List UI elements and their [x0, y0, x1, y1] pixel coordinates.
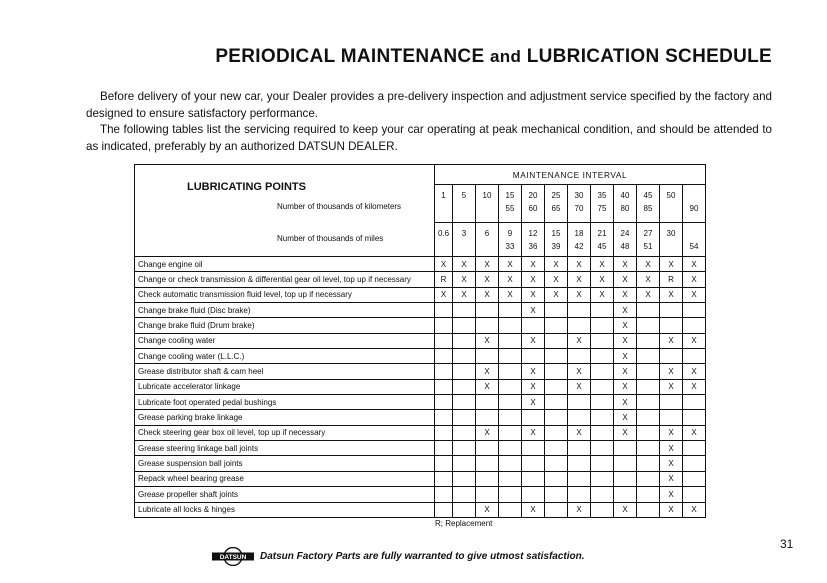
service-mark [499, 441, 522, 456]
km-interval-9: 40 80 [614, 185, 637, 223]
service-mark [476, 303, 499, 318]
service-mark [522, 410, 545, 425]
service-mark [591, 502, 614, 517]
service-mark [614, 471, 637, 486]
service-mark [591, 349, 614, 364]
service-mark [591, 441, 614, 456]
service-mark [637, 456, 660, 471]
service-mark [591, 318, 614, 333]
service-mark [545, 425, 568, 440]
service-mark [476, 410, 499, 425]
service-mark [568, 395, 591, 410]
service-mark [435, 441, 453, 456]
service-mark: X [522, 379, 545, 394]
service-mark: X [683, 379, 706, 394]
service-mark [453, 395, 476, 410]
table-row [135, 318, 706, 333]
service-mark [435, 318, 453, 333]
service-mark: X [660, 257, 683, 272]
legend: R; Replacement [435, 519, 493, 528]
service-mark [637, 395, 660, 410]
service-mark [453, 349, 476, 364]
table-row [135, 410, 706, 425]
service-mark [453, 441, 476, 456]
service-mark [476, 349, 499, 364]
miles-interval-8: 21 45 [591, 223, 614, 257]
table-row [135, 502, 706, 517]
service-mark [660, 303, 683, 318]
service-mark [683, 410, 706, 425]
service-mark [435, 456, 453, 471]
service-mark [637, 303, 660, 318]
service-mark [499, 303, 522, 318]
service-mark [453, 425, 476, 440]
service-mark: X [568, 502, 591, 517]
service-mark: R [435, 272, 453, 287]
service-mark: X [453, 257, 476, 272]
service-mark: X [591, 272, 614, 287]
service-mark: X [568, 333, 591, 348]
service-mark [614, 441, 637, 456]
service-mark: X [435, 257, 453, 272]
km-interval-10: 45 85 [637, 185, 660, 223]
service-mark [545, 303, 568, 318]
miles-interval-1: 0.6 [435, 223, 453, 257]
service-mark [637, 318, 660, 333]
service-mark: X [683, 502, 706, 517]
km-interval-5: 20 60 [522, 185, 545, 223]
service-mark [683, 487, 706, 502]
service-mark: X [683, 287, 706, 302]
service-mark [660, 395, 683, 410]
service-mark: X [614, 318, 637, 333]
service-mark [614, 456, 637, 471]
service-mark: X [660, 456, 683, 471]
service-mark [499, 487, 522, 502]
service-mark [476, 471, 499, 486]
service-mark [545, 456, 568, 471]
service-mark: X [660, 287, 683, 302]
table-row [135, 471, 706, 486]
service-mark: X [545, 272, 568, 287]
service-mark [637, 441, 660, 456]
miles-interval-2: 3 [453, 223, 476, 257]
intro-paragraph-1: Before delivery of your new car, your Dealer provides a pre-delivery inspection and adjustment service specified by the factory and designed to ensure satisfactory performance. [86, 90, 772, 120]
service-mark [660, 318, 683, 333]
service-mark [499, 379, 522, 394]
service-mark: X [591, 287, 614, 302]
service-mark [637, 410, 660, 425]
table-row [135, 349, 706, 364]
title-part-2: and [490, 47, 522, 66]
service-mark [435, 379, 453, 394]
service-mark [499, 502, 522, 517]
service-mark [591, 379, 614, 394]
service-mark [453, 303, 476, 318]
service-mark: X [683, 364, 706, 379]
miles-interval-3: 6 [476, 223, 499, 257]
service-mark: X [522, 287, 545, 302]
lubricating-point-label: Grease propeller shaft joints [135, 487, 435, 502]
miles-label: Number of thousands of miles [277, 234, 384, 243]
table-row [135, 456, 706, 471]
service-mark: X [522, 425, 545, 440]
service-mark [637, 333, 660, 348]
km-interval-1: 1 [435, 185, 453, 223]
lubricating-points-header [135, 165, 435, 257]
service-mark [453, 318, 476, 333]
service-mark: X [568, 257, 591, 272]
service-mark: X [568, 425, 591, 440]
service-mark [435, 425, 453, 440]
service-mark: X [660, 333, 683, 348]
service-mark: X [660, 502, 683, 517]
service-mark [568, 349, 591, 364]
service-mark [568, 456, 591, 471]
km-interval-2: 5 [453, 185, 476, 223]
service-mark [435, 395, 453, 410]
service-mark: X [476, 287, 499, 302]
service-mark: X [476, 502, 499, 517]
service-mark [435, 303, 453, 318]
datsun-logo [211, 547, 255, 566]
service-mark [435, 502, 453, 517]
table-row [135, 303, 706, 318]
service-mark [453, 410, 476, 425]
service-mark: X [499, 272, 522, 287]
miles-interval-12: 54 [683, 223, 706, 257]
service-mark: X [614, 303, 637, 318]
service-mark: X [522, 395, 545, 410]
service-mark [522, 318, 545, 333]
page-title [0, 46, 772, 68]
service-mark: X [637, 287, 660, 302]
lubricating-points-title: LUBRICATING POINTS [187, 181, 306, 193]
service-mark: X [660, 487, 683, 502]
page-number: 31 [780, 537, 794, 551]
service-mark [545, 364, 568, 379]
km-interval-4: 15 55 [499, 185, 522, 223]
service-mark [453, 379, 476, 394]
service-mark: X [591, 257, 614, 272]
service-mark [591, 471, 614, 486]
service-mark [545, 395, 568, 410]
svg-text:DATSUN: DATSUN [219, 554, 247, 562]
service-mark [453, 333, 476, 348]
km-interval-6: 25 65 [545, 185, 568, 223]
service-mark [476, 456, 499, 471]
service-mark: X [545, 257, 568, 272]
service-mark: X [453, 287, 476, 302]
service-mark: X [614, 425, 637, 440]
service-mark [637, 502, 660, 517]
service-mark [637, 425, 660, 440]
service-mark: X [683, 425, 706, 440]
service-mark [453, 364, 476, 379]
lubricating-point-label: Grease distributor shaft & cam heel [135, 364, 435, 379]
table-row [135, 287, 706, 302]
service-mark [476, 318, 499, 333]
service-mark [545, 471, 568, 486]
lubricating-point-label: Change brake fluid (Drum brake) [135, 318, 435, 333]
service-mark: X [499, 287, 522, 302]
service-mark: X [683, 257, 706, 272]
miles-interval-9: 24 48 [614, 223, 637, 257]
km-interval-7: 30 70 [568, 185, 591, 223]
service-mark: X [614, 272, 637, 287]
service-mark [568, 303, 591, 318]
service-mark: X [522, 502, 545, 517]
service-mark: X [522, 257, 545, 272]
service-mark [499, 349, 522, 364]
service-mark [522, 471, 545, 486]
service-mark [591, 410, 614, 425]
service-mark [545, 410, 568, 425]
service-mark [476, 487, 499, 502]
lubricating-point-label: Grease parking brake linkage [135, 410, 435, 425]
service-mark: X [660, 379, 683, 394]
service-mark: X [637, 257, 660, 272]
service-mark [568, 487, 591, 502]
service-mark: X [614, 379, 637, 394]
service-mark [499, 456, 522, 471]
service-mark [591, 364, 614, 379]
service-mark [683, 471, 706, 486]
service-mark [499, 471, 522, 486]
table-row [135, 487, 706, 502]
service-mark: X [568, 272, 591, 287]
service-mark [476, 441, 499, 456]
service-mark [591, 487, 614, 502]
title-part-3: LUBRICATION SCHEDULE [526, 46, 772, 67]
service-mark [545, 333, 568, 348]
service-mark [545, 487, 568, 502]
service-mark [499, 333, 522, 348]
service-mark [591, 303, 614, 318]
table-row [135, 379, 706, 394]
service-mark [453, 502, 476, 517]
service-mark [568, 441, 591, 456]
service-mark [435, 349, 453, 364]
service-mark [683, 441, 706, 456]
service-mark [435, 471, 453, 486]
maintenance-interval-caption: MAINTENANCE INTERVAL [435, 165, 706, 185]
miles-interval-5: 12 36 [522, 223, 545, 257]
service-mark: X [614, 349, 637, 364]
service-mark [545, 441, 568, 456]
lubricating-point-label: Grease suspension ball joints [135, 456, 435, 471]
service-mark: X [476, 333, 499, 348]
service-mark: X [683, 272, 706, 287]
lubricating-point-label: Change engine oil [135, 257, 435, 272]
service-mark [522, 441, 545, 456]
km-label: Number of thousands of kilometers [277, 202, 402, 211]
km-interval-8: 35 75 [591, 185, 614, 223]
miles-interval-11: 30 [660, 223, 683, 257]
service-mark: X [683, 333, 706, 348]
service-mark [637, 364, 660, 379]
service-mark: X [614, 502, 637, 517]
intro-paragraph-2: The following tables list the servicing required to keep your car operating at peak mechanical condition, and should be attended to as indicated, preferably by an authorized DATSUN DEALER. [86, 123, 772, 153]
service-mark: X [614, 257, 637, 272]
miles-interval-6: 15 39 [545, 223, 568, 257]
service-mark [545, 379, 568, 394]
table-row [135, 333, 706, 348]
service-mark [435, 487, 453, 502]
km-interval-12: 90 [683, 185, 706, 223]
service-mark [453, 471, 476, 486]
service-mark [435, 364, 453, 379]
service-mark: X [614, 364, 637, 379]
miles-interval-7: 18 42 [568, 223, 591, 257]
service-mark: X [660, 471, 683, 486]
miles-interval-10: 27 51 [637, 223, 660, 257]
service-mark [522, 349, 545, 364]
service-mark: X [568, 287, 591, 302]
service-mark [660, 349, 683, 364]
lubricating-point-label: Lubricate all locks & hinges [135, 502, 435, 517]
service-mark [476, 395, 499, 410]
service-mark: X [637, 272, 660, 287]
service-mark: X [568, 379, 591, 394]
service-mark: R [660, 272, 683, 287]
lubricating-point-label: Change brake fluid (Disc brake) [135, 303, 435, 318]
maintenance-schedule-table [134, 164, 706, 518]
table-row [135, 257, 706, 272]
service-mark [637, 349, 660, 364]
table-row [135, 441, 706, 456]
table-row [135, 425, 706, 440]
service-mark: X [614, 395, 637, 410]
service-mark [683, 318, 706, 333]
service-mark [591, 456, 614, 471]
service-mark [683, 349, 706, 364]
service-mark: X [614, 333, 637, 348]
km-interval-11: 50 [660, 185, 683, 223]
service-mark: X [660, 425, 683, 440]
service-mark [453, 487, 476, 502]
service-mark [568, 471, 591, 486]
service-mark [499, 318, 522, 333]
service-mark [637, 487, 660, 502]
service-mark: X [476, 425, 499, 440]
service-mark [591, 395, 614, 410]
service-mark [499, 395, 522, 410]
lubricating-point-label: Check automatic transmission fluid level, top up if necessary [135, 287, 435, 302]
service-mark [522, 487, 545, 502]
service-mark [499, 425, 522, 440]
service-mark: X [614, 287, 637, 302]
table-row [135, 272, 706, 287]
lubricating-point-label: Grease steering linkage ball joints [135, 441, 435, 456]
service-mark: X [660, 441, 683, 456]
table-row [135, 395, 706, 410]
service-mark: X [545, 287, 568, 302]
service-mark: X [453, 272, 476, 287]
service-mark [545, 318, 568, 333]
service-mark: X [476, 364, 499, 379]
service-mark [660, 410, 683, 425]
service-mark [522, 456, 545, 471]
lubricating-point-label: Lubricate foot operated pedal bushings [135, 395, 435, 410]
service-mark [683, 303, 706, 318]
lubricating-point-label: Change or check transmission & differential gear oil level, top up if necessary [135, 272, 435, 287]
service-mark [435, 410, 453, 425]
lubricating-point-label: Repack wheel bearing grease [135, 471, 435, 486]
service-mark [683, 456, 706, 471]
service-mark [499, 410, 522, 425]
service-mark: X [476, 272, 499, 287]
service-mark [453, 456, 476, 471]
lubricating-point-label: Change cooling water (L.L.C.) [135, 349, 435, 364]
lubricating-point-label: Lubricate accelerator linkage [135, 379, 435, 394]
service-mark [614, 487, 637, 502]
service-mark [683, 395, 706, 410]
service-mark: X [499, 257, 522, 272]
service-mark [591, 425, 614, 440]
service-mark: X [435, 287, 453, 302]
service-mark: X [522, 333, 545, 348]
service-mark [637, 379, 660, 394]
lubricating-point-label: Check steering gear box oil level, top up if necessary [135, 425, 435, 440]
service-mark [499, 364, 522, 379]
service-mark: X [476, 257, 499, 272]
title-part-1: PERIODICAL MAINTENANCE [215, 46, 485, 67]
service-mark: X [476, 379, 499, 394]
service-mark [545, 349, 568, 364]
service-mark: X [614, 410, 637, 425]
service-mark: X [568, 364, 591, 379]
footer-warranty-text: Datsun Factory Parts are fully warranted to give utmost satisfaction. [260, 551, 585, 562]
service-mark: X [522, 303, 545, 318]
service-mark: X [522, 364, 545, 379]
service-mark [435, 333, 453, 348]
km-interval-3: 10 [476, 185, 499, 223]
service-mark [545, 502, 568, 517]
service-mark: X [660, 364, 683, 379]
service-mark [637, 471, 660, 486]
service-mark [591, 333, 614, 348]
miles-interval-4: 9 33 [499, 223, 522, 257]
service-mark [568, 318, 591, 333]
table-row [135, 364, 706, 379]
service-mark: X [522, 272, 545, 287]
lubricating-point-label: Change cooling water [135, 333, 435, 348]
service-mark [568, 410, 591, 425]
